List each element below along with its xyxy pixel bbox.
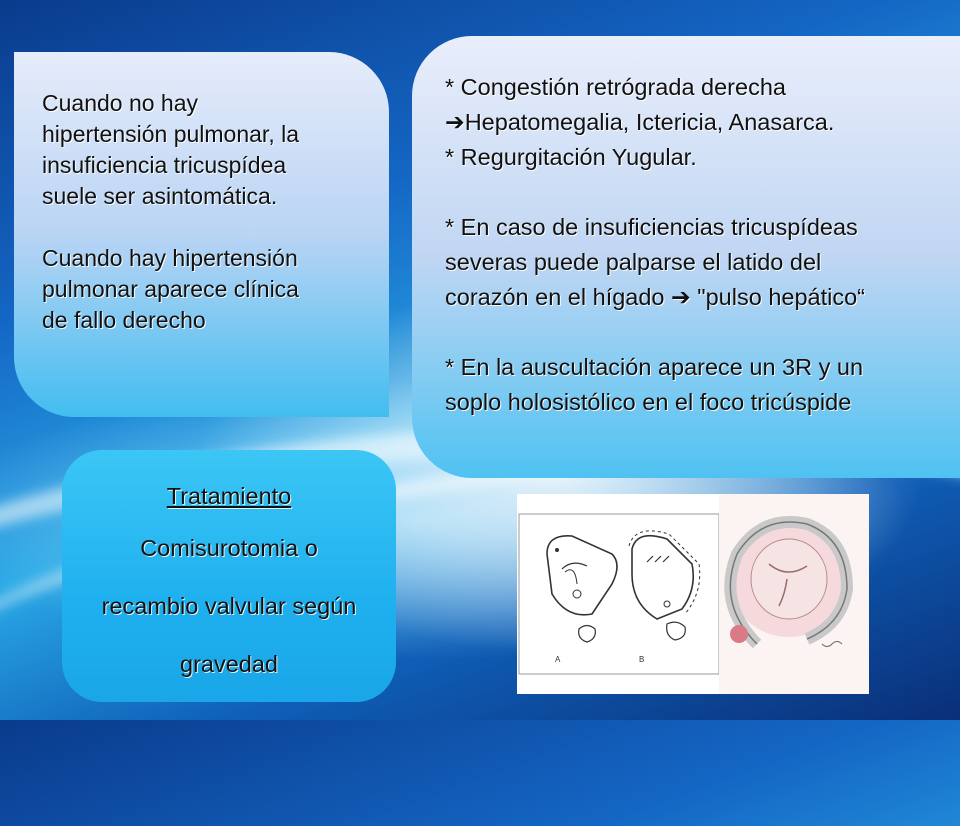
arrow-right-icon: ➔ — [671, 284, 691, 310]
valve-illustration — [517, 494, 869, 694]
label-b: B — [639, 655, 645, 664]
valve-diagram — [517, 494, 869, 694]
label-a: A — [555, 655, 561, 664]
arrow-right-icon: ➔ — [445, 109, 465, 135]
pulse-label: "pulso hepático“ — [697, 284, 865, 310]
intro-panel — [14, 52, 389, 417]
symptoms-panel — [412, 36, 960, 478]
symptom-line — [445, 105, 865, 140]
symptom-list: Hepatomegalia, Ictericia, Anasarca. — [464, 109, 835, 135]
symptom-line: * Congestión retrógrada derecha — [445, 74, 786, 100]
symptom-line: soplo holosistólico en el foco tricúspide — [445, 389, 852, 415]
symptom-line: * En caso de insuficiencias tricuspídeas — [445, 214, 858, 240]
treatment-line: gravedad — [180, 651, 278, 677]
symptom-line: * En la auscultación aparece un 3R y un — [445, 354, 864, 380]
treatment-panel — [62, 450, 396, 702]
treatment-title: Tratamiento — [166, 483, 292, 509]
symptom-line: severas puede palparse el latido del — [445, 249, 822, 275]
symptom-line: * Regurgitación Yugular. — [445, 144, 697, 170]
symptom-line — [445, 280, 865, 315]
symptom-text: corazón en el hígado — [445, 284, 665, 310]
treatment-line: Comisurotomia o — [140, 535, 318, 561]
treatment-line: recambio valvular según — [101, 593, 357, 619]
intro-text: Cuando no hay hipertensión pulmonar, la insuficiencia tricuspídea suele ser asintomática. Cuando hay hipertensión pulmonar aparece clínica de fallo derecho — [42, 90, 299, 333]
